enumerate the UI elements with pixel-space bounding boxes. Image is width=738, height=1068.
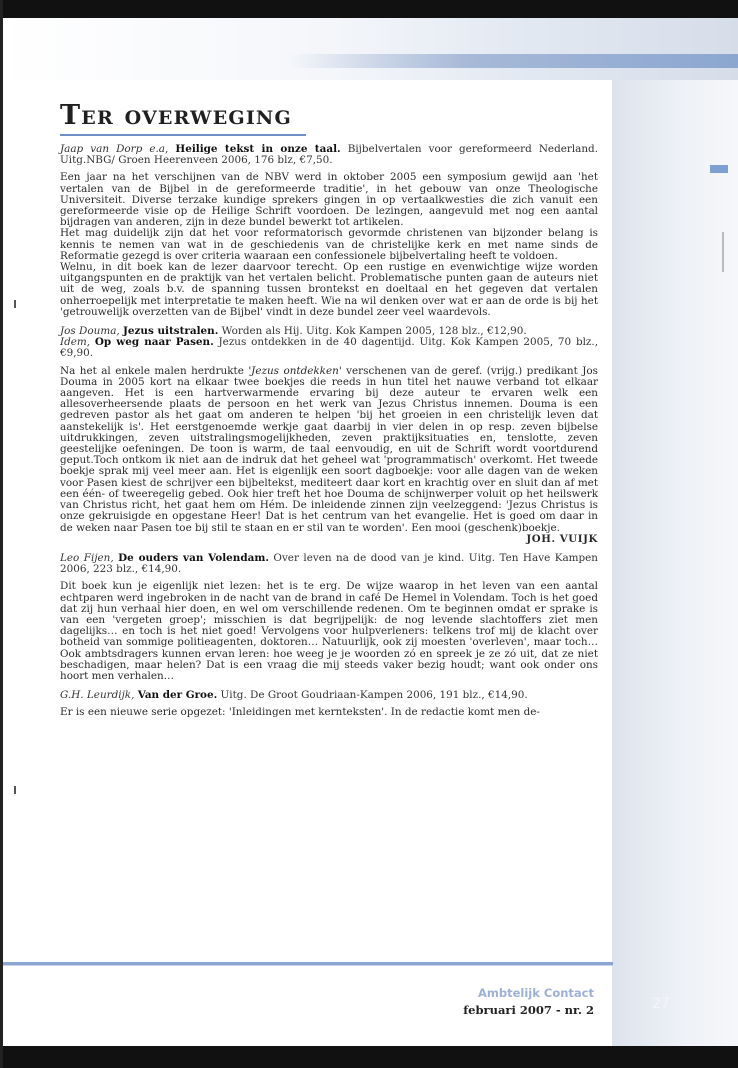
side-marker [710,165,728,173]
scan-border-left [0,0,3,1068]
header-band [0,18,738,80]
review-2-details-2: Jezus ontdekken in de 40 dagentijd. Uitg. Kok Kampen 2005, 70 blz., €9,90. [60,336,599,360]
review-4-paragraph: Er is een nieuwe serie opgezet: 'Inleidingen met kernteksten'. In de redactie komt men de- [60,706,540,719]
review-4-citation [60,690,598,701]
scan-border-bottom [0,1046,738,1068]
footer-rule-thin [3,965,613,966]
review-4-book-title: Van der Groe. [137,689,218,702]
review-2-body: verschenen van de geref. (vrijg.) predikant Jos Douma in 2005 kort na elkaar twee boekjes die reeds in hun titel het nauwe verband tot elkaar aangeven. Het is een hartverwarmende ervaring bij deze auteur te ervaren welk een allesoverheersende plaats de persoon en het werk van Jezus Christus innemen. Douma is een gedreven pastor als het gaat om anderen te helpen 'bij het groeien in een christelijk leven dat aanstekelijk is'. Het eerstgenoemde werkje gaat daarbij in vier delen in op resp. zeven bijbelse uitdrukkingen, zeven uitstralingsmogelijkheden, zeven praktijksituaties en, tenslotte, zeven geestelijke oefeningen. De toon is warm, de taal eenvoudig, en uit de Schrift wordt voortdurend geput.Toch ontkom ik niet aan de indruk dat het geheel wat 'programmatisch' overkomt. Het tweede boekje sprak mij veel meer aan. Het is eigenlijk een soort dagboekje: voor alle dagen van de weken voor Pasen kiest de schrijver een bijbeltekst, mediteert daar kort en krachtig over en sluit dan af met een één- of tweeregelig gebed. Ook hier treft het hoe Douma de schijnwerper voluit op het heilswerk van Christus richt, het gaat hem om Hém. De inleidende zinnen zijn veelzeggend: 'Jezus Christus is onze gekruisigde en opgestane Heer! Dat is het centrum van het evangelie. Het is goed om daar in de weken naar Pasen toe bij stil te staan en er stil van te worden'. Een mooi (geschenk)boekje. [60,364,599,534]
page-title: Ter overweging [60,100,292,131]
reviewer-signature: JOH. VUIJK [526,532,598,545]
review-1-book-title: Heilige tekst in onze taal. [175,143,341,155]
review-2-book-title-1: Jezus uitstralen. [123,325,219,338]
review-1-paragraph: Welnu, in dit boek kan de lezer daarvoor terecht. Op een rustige en evenwichtige wijze worden uitgangspunten en de praktijk van het vertalen belicht. Problematische punten gaan de auteurs niet uit de weg, zoals b.v. de spanning tussen brontekst en doeltaal en het gegeven dat vertalen onherroepelijk met interpretatie te maken heeft. Wie na wil denken over wat er aan de orde is bij het 'getrouwelijk overzetten van de Bijbel' vindt in deze bundel zeer veel waardevols. [60,261,598,318]
journal-name: Ambtelijk Contact [478,986,594,1000]
header-stripe [288,54,738,68]
review-3-paragraph: Dit boek kun je eigenlijk niet lezen: het is te erg. De wijze waarop in het leven van een aantal echtparen werd ingebroken in de nacht van de brand in café De Hemel in Volendam. Toch is het goed dat zij hun verhaal hier doen, en wel om verschillende redenen. Om te beginnen omdat er sprake is van een 'vergeten groep'; misschien is dat begrijpelijk: de nog levende slachtoffers ziet men dagelijks… en toch is het niet goed! Vervolgens voor hulpverleners: telkens trof mij de klacht over botheid van sommige politieagenten, doktoren… Natuurlijk, ook zij moesten 'overleven', maar toch… Ook ambtsdragers kunnen ervan leren: hoe weeg je je woorden zó en spreek je ze zó uit, dat ze niet beschadigen, maar helen? Dat is een vraag die mij steeds vaker bezig houdt; want ook onder ons hoort men verhalen… [60,580,598,682]
review-4-author: G.H. Leurdijk, [60,689,135,702]
review-2-details-1: Worden als Hij. Uitg. Kok Kampen 2005, 128 blz., €12,90. [221,325,527,338]
review-3-citation [60,553,598,575]
review-1-details: Bijbelvertalen voor gereformeerd Nederland. Uitg.NBG/ Groen Heerenveen 2006, 176 blz, €7,50. [60,143,599,167]
review-1-author: Jaap van Dorp e.a [60,143,166,155]
issue-label: februari 2007 - nr. 2 [463,1003,594,1017]
review-3-author: Leo Fijen, [60,551,114,564]
review-1-paragraph: Een jaar na het verschijnen van de NBV werd in oktober 2005 een symposium gewijd aan 'het vertalen van de Bijbel in de gereformeerde traditie', in het gebouw van onze Theologische Universiteit. Diverse terzake kundige sprekers gingen in op vertaalkwesties die zich vanuit een gereformeerde visie op de Heilige Schrift voordoen. De lezingen, aangevuld met nog een aantal bijdragen van anderen, zijn in deze bundel bewerkt tot artikelen. [60,171,598,229]
review-3-book-title: De ouders van Volendam. [118,551,269,564]
review-1-citation: Jaap van Dorp e.a, Heilige tekst in onze taal. Bijbelvertalen voor gereformeerd Nederland. Uitg.NBG/ Groen Heerenveen 2006, 176 blz, €7,50. [60,143,599,167]
review-1-paragraph: Het mag duidelijk zijn dat het voor reformatorisch gevormde christenen van bijzonder belang is kennis te nemen van wat in de geschiedenis van de christelijke kerk en met name sinds de Reformatie gezegd is over criteria waaraan een confessionele bijbelvertaling heeft te voldoen. [60,227,598,262]
review-3-details: Over leven na de dood van je kind. Uitg. Ten Have Kampen 2006, 223 blz., €14,90. [60,551,598,576]
review-2-citation-2 [60,337,598,359]
margin-mark [14,786,16,794]
page-number: 27 [652,996,670,1012]
review-4-details: Uitg. De Groot Goudriaan-Kampen 2006, 191 blz., €14,90. [220,689,528,702]
review-2-intro: Na het al enkele malen herdrukte [60,364,244,377]
review-2-quoted-title: 'Jezus ontdekken' [248,364,342,377]
review-2-author: Jos Douma, [60,325,120,338]
title-underline [60,134,306,136]
review-2-paragraph [60,366,598,534]
article-body [60,144,598,719]
scan-border-top [0,0,738,18]
review-2-book-title-2: Op weg naar Pasen. [94,336,214,349]
margin-mark [14,300,16,308]
side-tick [722,232,724,272]
review-2-author-idem: Idem, [60,336,91,349]
